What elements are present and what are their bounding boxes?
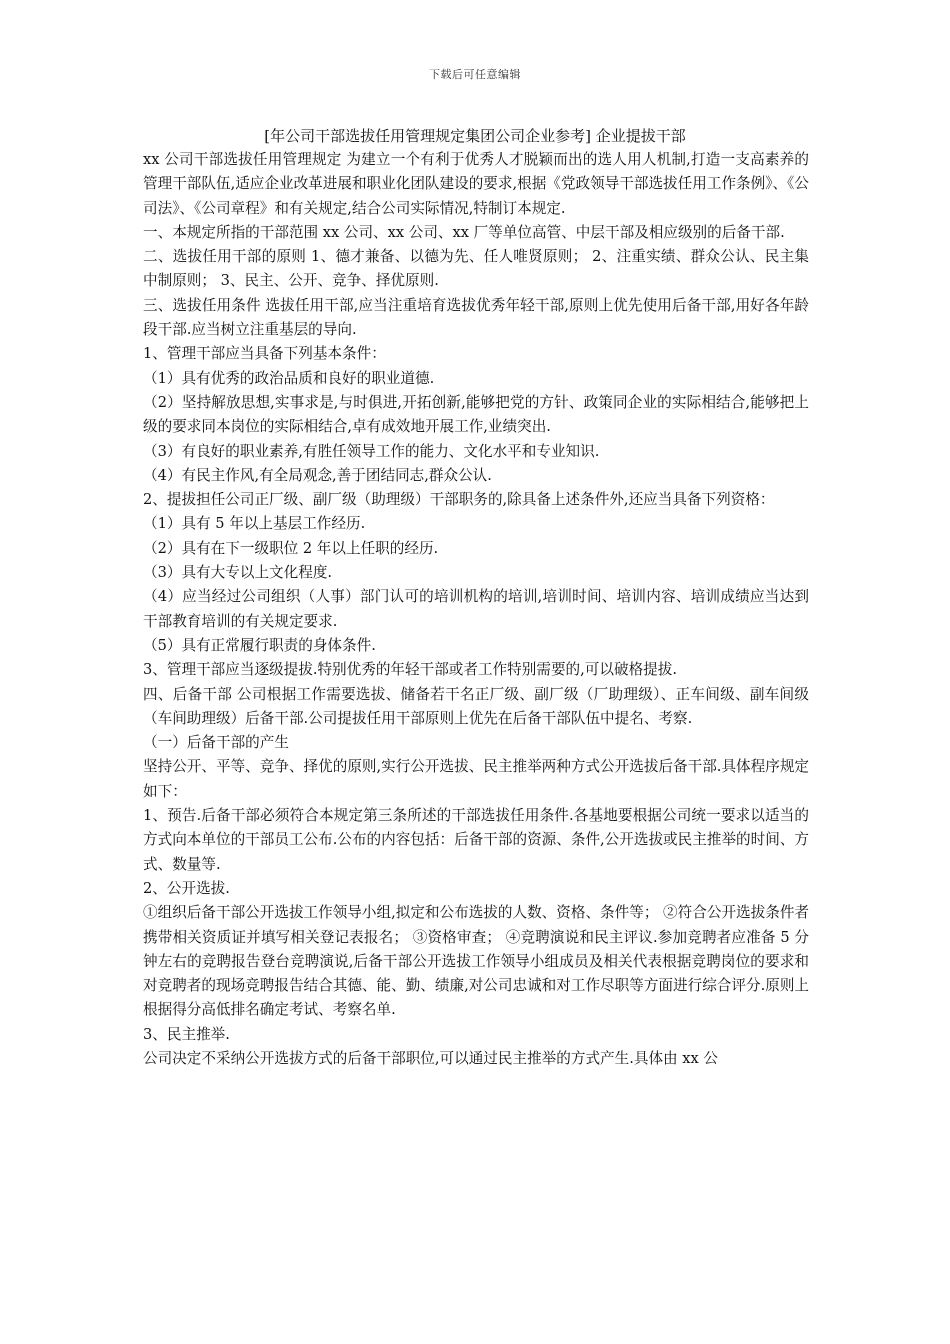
paragraph: 3、民主推举. (143, 1025, 230, 1043)
paragraph: （1）具有优秀的政治品质和良好的职业道德. (143, 369, 435, 387)
document-body (143, 148, 809, 1071)
paragraph: 四、后备干部 公司根据工作需要选拔、储备若干名正厂级、副厂级（厂助理级）、正车间级、副车间级（车间助理级）后备干部.公司提拔任用干部原则上优先在后备干部队伍中提名、考察. (143, 685, 809, 727)
paragraph: （2）坚持解放思想,实事求是,与时俱进,开拓创新,能够把党的方针、政策同企业的实际相结合,能够把上级的要求同本岗位的实际相结合,卓有成效地开展工作,业绩突出. (143, 393, 809, 436)
paragraph: （3）具有大专以上文化程度. (143, 564, 333, 582)
paragraph: 1、管理干部应当具备下列基本条件： (143, 345, 386, 363)
paragraph: 三、选拔任用条件 选拔任用干部,应当注重培育选拔优秀年轻干部,原则上优先使用后备干部,用好各年龄段干部.应当树立注重基层的导向. (143, 296, 809, 339)
paragraph: 3、管理干部应当逐级提拔.特别优秀的年轻干部或者工作特别需要的,可以破格提拔. (143, 661, 677, 679)
paragraph: （5）具有正常履行职责的身体条件. (143, 636, 376, 654)
paragraph: 2、公开选拔. (143, 879, 230, 897)
paragraph: （一）后备干部的产生 (143, 734, 289, 752)
paragraph: ①组织后备干部公开选拔工作领导小组,拟定和公布选拔的人数、资格、条件等； ②符合公开选拔条件者携带相关资质证并填写相关登记表报名； ③资格审查； ④竞聘演说和民主评议.参加竞聘者应准备 5 分钟左右的竞聘报告登台竞聘演说,后备干部公开选拔工作领导小组成员及相关代表根据竞聘岗位的要求和对竞聘者的现场竞聘报告结合其德、能、勤、绩廉,对公司忠诚和对工作尽职等方面进行综合评分.原则上根据得分高低排名确定考试、考察名单. (143, 904, 810, 1019)
paragraph: 2、提拔担任公司正厂级、副厂级（助理级）干部职务的,除具备上述条件外,还应当具备下列资格： (143, 491, 775, 509)
paragraph: 坚持公开、平等、竞争、择优的原则,实行公开选拔、民主推举两种方式公开选拔后备干部.具体程序规定如下： (143, 758, 810, 800)
paragraph: 一、本规定所指的干部范围 xx 公司、xx 公司、xx 厂等单位高管、中层干部及相应级别的后备干部. (143, 223, 785, 241)
paragraph: （3）有良好的职业素养,有胜任领导工作的能力、文化水平和专业知识. (143, 442, 600, 460)
paragraph: （2）具有在下一级职位 2 年以上任职的经历. (143, 539, 439, 557)
paragraph: 1、预告.后备干部必须符合本规定第三条所述的干部选拔任用条件.各基地要根据公司统一要求以适当的方式向本单位的干部员工公布.公布的内容包括：后备干部的资源、条件,公开选拔或民主推举的时间、方式、数量等. (143, 807, 810, 873)
paragraph: （4）应当经过公司组织（人事）部门认可的培训机构的培训,培训时间、培训内容、培训成绩应当达到干部教育培训的有关规定要求. (143, 588, 809, 630)
document-title: [年公司干部选拔任用管理规定集团公司企业参考] 企业提拔干部 (264, 127, 686, 145)
paragraph: 二、选拔任用干部的原则 1、德才兼备、以德为先、任人唯贤原则； 2、注重实绩、群众公认、民主集中制原则； 3、民主、公开、竞争、择优原则. (143, 248, 809, 290)
header-note: 下载后可任意编辑 (429, 68, 521, 81)
paragraph: 公司决定不采纳公开选拔方式的后备干部职位,可以通过民主推举的方式产生.具体由 xx 公 (143, 1049, 718, 1067)
paragraph: （1）具有 5 年以上基层工作经历. (143, 515, 366, 533)
paragraph: （4）有民主作风,有全局观念,善于团结同志,群众公认. (143, 466, 492, 484)
intro-paragraph: xx 公司干部选拔任用管理规定 为建立一个有利于优秀人才脱颖而出的选人用人机制,打造一支高素养的管理干部队伍,适应企业改革进展和职业化团队建设的要求,根据《党政领导干部选拔任用工作条例》、《公司法》、《公司章程》和有关规定,结合公司实际情况,特制订本规定. (143, 151, 809, 217)
